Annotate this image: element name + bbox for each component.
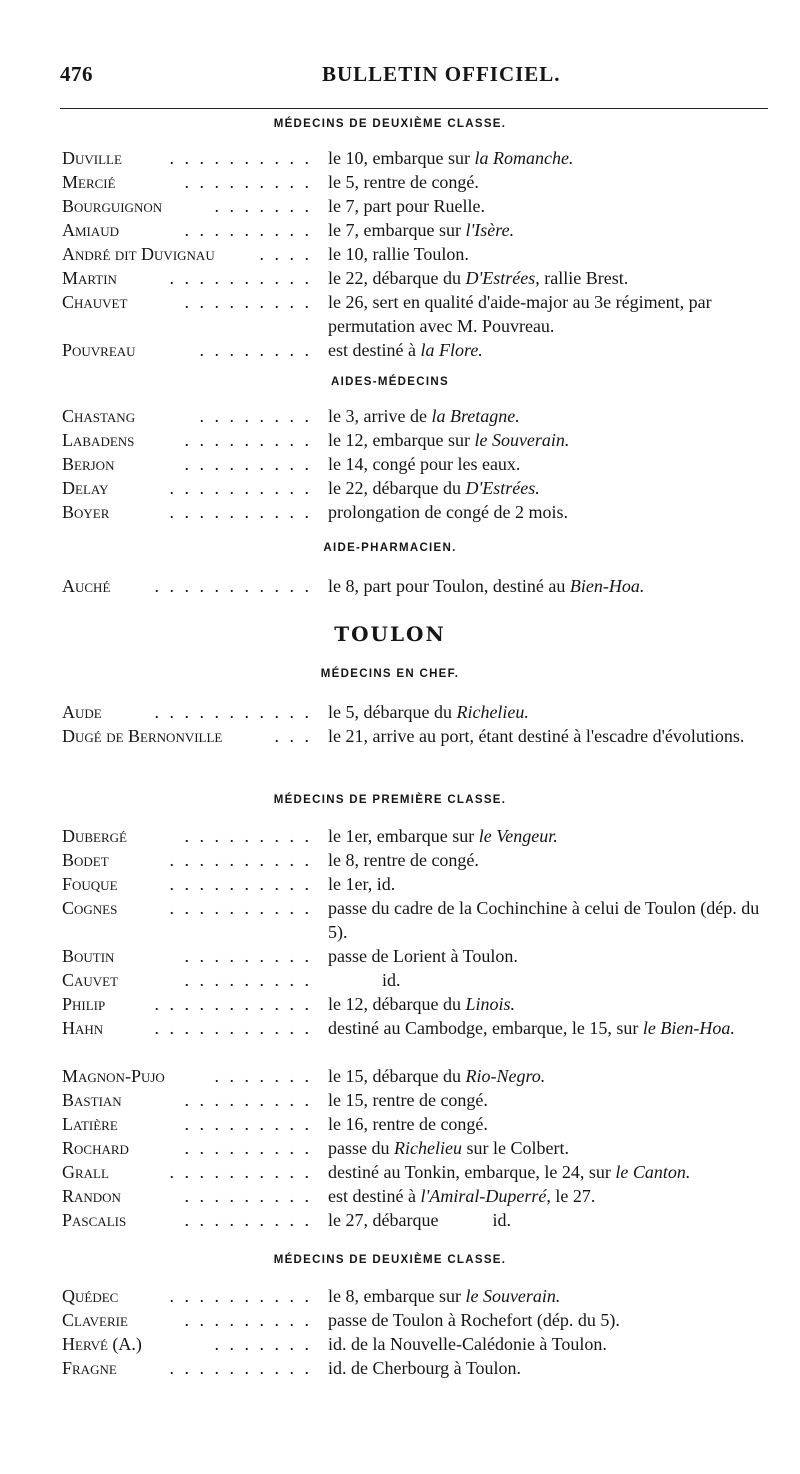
entry-text: le 1er, embarque sur le Vengeur.	[328, 826, 558, 846]
entry-text: le 8, part pour Toulon, destiné au Bien-Hoa.	[328, 576, 645, 596]
leader-dots: . . . . . . . . .	[184, 220, 312, 240]
officer-name: Dubergé	[62, 826, 127, 846]
entry-text: le 12, débarque du Linois.	[328, 994, 515, 1014]
entry-text: le 21, arrive au port, étant destiné à l'escadre d'évolutions.	[328, 726, 745, 746]
leader-dots: . . . . . . . . . .	[169, 268, 312, 288]
leader-dots: . . . . . . .	[214, 1066, 312, 1086]
entry-text: le 15, rentre de congé.	[328, 1090, 488, 1110]
officer-name: Quédec	[62, 1286, 119, 1306]
officer-name: Pascalis	[62, 1210, 127, 1230]
leader-dots: . . . . . . . . .	[184, 454, 312, 474]
leader-dots: . . . . . . . . . .	[169, 478, 312, 498]
leader-dots: . . . . . . . . . .	[169, 1162, 312, 1182]
entry-text: le 10, rallie Toulon.	[328, 244, 469, 264]
officer-name: André dit Duvignau	[62, 244, 215, 264]
leader-dots: . . . . . . . . .	[184, 1186, 312, 1206]
officer-name: Bodet	[62, 850, 109, 870]
leader-dots: . . . . . . . . .	[184, 1114, 312, 1134]
section-heading: MÉDECINS DE PREMIÈRE CLASSE.	[273, 794, 507, 806]
officer-name: Randon	[62, 1186, 121, 1206]
leader-dots: . . . . . . . . .	[184, 1138, 312, 1158]
officer-name: Cauvet	[62, 970, 119, 990]
leader-dots: . . . . . . . . . .	[169, 148, 312, 168]
entry-text: id.	[328, 970, 401, 990]
leader-dots: . . . . . . . . . .	[169, 874, 312, 894]
officer-name: Boutin	[62, 946, 115, 966]
entry-text: le 7, part pour Ruelle.	[328, 196, 485, 216]
entry-text: destiné au Cambodge, embarque, le 15, sur le Bien-Hoa.	[328, 1018, 735, 1038]
leader-dots: . . . . . . .	[214, 196, 312, 216]
officer-name: Latière	[62, 1114, 118, 1134]
officer-name: Mercié	[62, 172, 116, 192]
entry-text: le 12, embarque sur le Souverain.	[328, 430, 570, 450]
officer-name: Dugé de Bernonville	[62, 726, 223, 746]
entry-text: prolongation de congé de 2 mois.	[328, 502, 568, 522]
officer-name: Amiaud	[62, 220, 120, 240]
section-heading: AIDES-MÉDECINS	[331, 376, 449, 388]
entry-text: le 5, débarque du Richelieu.	[328, 702, 529, 722]
page-number: 476	[60, 62, 93, 86]
leader-dots: . . . . . . . . .	[184, 826, 312, 846]
leader-dots: . . . . . . . . . .	[169, 1286, 312, 1306]
officer-name: Labadens	[62, 430, 135, 450]
entry-text: le 14, congé pour les eaux.	[328, 454, 521, 474]
officer-name: Aude	[62, 702, 102, 722]
running-head	[60, 62, 760, 102]
officer-name: Delay	[62, 478, 109, 498]
section-heading: MÉDECINS DE DEUXIÈME CLASSE.	[273, 1254, 507, 1266]
entry-text: le 27, débarque id.	[328, 1210, 511, 1230]
entry-text: le 15, débarque du Rio-Negro.	[328, 1066, 546, 1086]
entry-text: le 22, débarque du D'Estrées.	[328, 478, 540, 498]
entry-text: est destiné à la Flore.	[328, 340, 483, 360]
officer-name: Rochard	[62, 1138, 129, 1158]
officer-name: Hahn	[62, 1018, 104, 1038]
entry-text: passe de Toulon à Rochefort (dép. du 5).	[328, 1310, 620, 1330]
entry-text: le 22, débarque du D'Estrées, rallie Brest.	[328, 268, 629, 288]
header-rule	[60, 108, 768, 109]
section-heading: MÉDECINS EN CHEF.	[320, 668, 460, 680]
section-heading: AIDE-PHARMACIEN.	[323, 542, 457, 554]
entry-text: id. de la Nouvelle-Calédonie à Toulon.	[328, 1334, 607, 1354]
leader-dots: . . . . . . . . .	[184, 1310, 312, 1330]
leader-dots: . . . . . . . . . .	[169, 850, 312, 870]
entry-text: le 26, sert en qualité d'aide-major au 3e régiment, par permutation avec M. Pouvreau.	[328, 292, 712, 336]
city-title: TOULON	[334, 622, 446, 646]
officer-name: Hervé (A.)	[62, 1334, 142, 1354]
leader-dots: . . . . . . . .	[199, 406, 312, 426]
officer-name: Philip	[62, 994, 106, 1014]
leader-dots: . . . . . . . . . .	[169, 1358, 312, 1378]
entry-text: le 8, embarque sur le Souverain.	[328, 1286, 561, 1306]
officer-name: Duville	[62, 148, 122, 168]
journal-title: BULLETIN OFFICIEL.	[322, 62, 561, 86]
leader-dots: . . . . . . . . .	[184, 970, 312, 990]
leader-dots: . . . . . . . . .	[184, 430, 312, 450]
section-heading: MÉDECINS DE DEUXIÈME CLASSE.	[273, 118, 507, 130]
officer-name: Martin	[62, 268, 117, 288]
officer-name: Boyer	[62, 502, 110, 522]
entry-text: est destiné à l'Amiral-Duperré, le 27.	[328, 1186, 596, 1206]
leader-dots: . . .	[274, 726, 312, 746]
officer-name: Cognes	[62, 898, 118, 918]
entry-text: le 5, rentre de congé.	[328, 172, 479, 192]
officer-name: Pouvreau	[62, 340, 136, 360]
entry-text: id. de Cherbourg à Toulon.	[328, 1358, 522, 1378]
leader-dots: . . . . . . . . . .	[169, 898, 312, 918]
leader-dots: . . . . . . . .	[199, 340, 312, 360]
leader-dots: . . . . . . . . .	[184, 1090, 312, 1110]
leader-dots: . . . . . . . . . . .	[154, 702, 312, 722]
leader-dots: . . . . . . . . . . .	[154, 1018, 312, 1038]
leader-dots: . . . . . . . . .	[184, 292, 312, 312]
entry-text: le 3, arrive de la Bretagne.	[328, 406, 520, 426]
officer-name: Berjon	[62, 454, 115, 474]
leader-dots: . . . . . . . . . . .	[154, 576, 312, 596]
officer-name: Bourguignon	[62, 196, 163, 216]
officer-name: Claverie	[62, 1310, 128, 1330]
leader-dots: . . . . . . . . . . .	[154, 994, 312, 1014]
leader-dots: . . . . . . . . . .	[169, 502, 312, 522]
entry-text: le 7, embarque sur l'Isère.	[328, 220, 515, 240]
leader-dots: . . . . . . . . .	[184, 1210, 312, 1230]
leader-dots: . . . . . . . . .	[184, 946, 312, 966]
officer-name: Bastian	[62, 1090, 122, 1110]
leader-dots: . . . .	[259, 244, 312, 264]
officer-name: Chauvet	[62, 292, 128, 312]
entry-text: passe de Lorient à Toulon.	[328, 946, 518, 966]
entry-text: le 1er, id.	[328, 874, 396, 894]
officer-name: Chastang	[62, 406, 136, 426]
officer-name: Fragne	[62, 1358, 117, 1378]
entry-text: le 10, embarque sur la Romanche.	[328, 148, 574, 168]
leader-dots: . . . . . . . . .	[184, 172, 312, 192]
entry-text: le 8, rentre de congé.	[328, 850, 479, 870]
entry-text: passe du Richelieu sur le Colbert.	[328, 1138, 569, 1158]
officer-name: Auché	[62, 576, 111, 596]
officer-name: Grall	[62, 1162, 109, 1182]
entry-text: destiné au Tonkin, embarque, le 24, sur le Canton.	[328, 1162, 691, 1182]
officer-name: Fouque	[62, 874, 118, 894]
leader-dots: . . . . . . .	[214, 1334, 312, 1354]
officer-name: Magnon-Pujo	[62, 1066, 165, 1086]
entry-text: le 16, rentre de congé.	[328, 1114, 488, 1134]
entry-text: passe du cadre de la Cochinchine à celui de Toulon (dép. du 5).	[328, 898, 760, 942]
